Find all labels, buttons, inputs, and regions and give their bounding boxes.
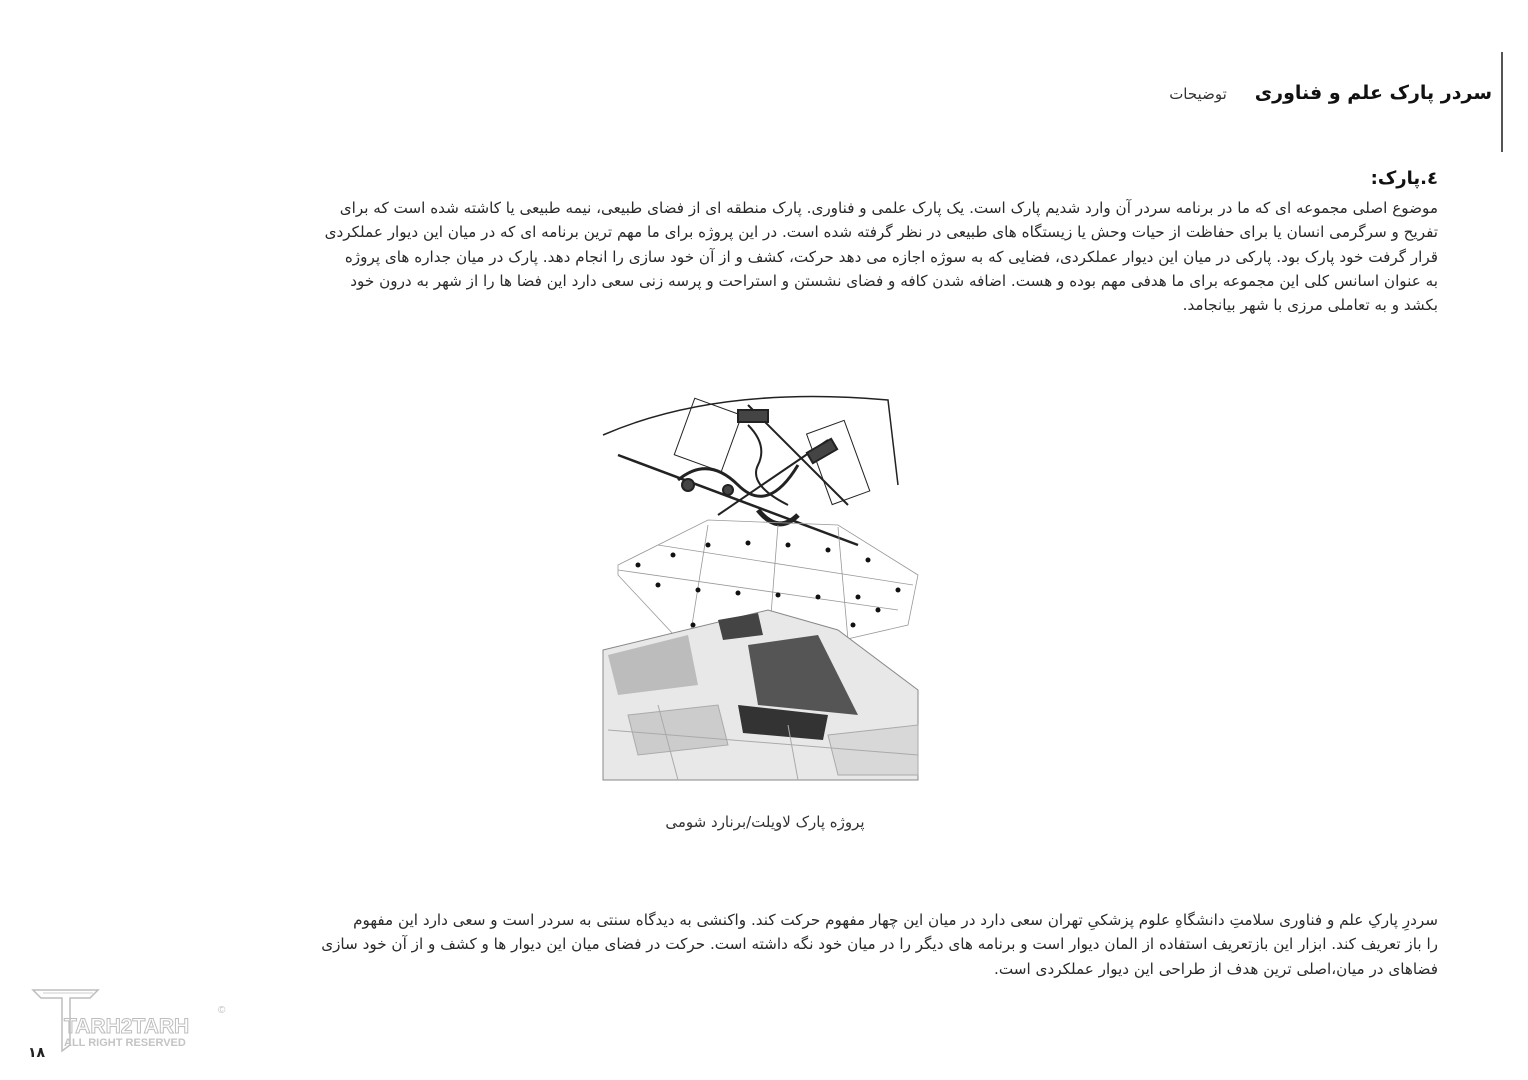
- paragraph-line: سردرِ پارکِ علم و فناوری سلامتِ دانشگاهِ علوم پزشکیِ تهران سعی دارد در میان این چهار مفهوم حرکت کند. واکنشی به دیدگاه سنتی به سردر است و سعی دارد این مفهوم: [353, 911, 1438, 929]
- page-edge-line: [1501, 52, 1503, 152]
- section-heading: ٤.پارک:: [1370, 168, 1438, 189]
- copyright-icon: ©: [218, 1005, 226, 1016]
- parc-de-la-villette-axonometric-figure: [598, 385, 928, 785]
- paragraph-line: فضاهای در میان،اصلی ترین هدف از طراحی این دیوار عملکردی است.: [994, 959, 1438, 978]
- page-header: [892, 82, 1492, 112]
- figure-top-layer: [603, 397, 898, 545]
- closing-paragraph: [88, 908, 1438, 981]
- logo-tagline-text: ALL RIGHT RESERVED: [64, 1037, 186, 1049]
- tarh2tarh-logo: [28, 985, 238, 1055]
- figure-site-layer: [603, 610, 918, 780]
- logo-brand-text: TARH2TARH: [64, 1015, 190, 1038]
- paragraph-line: را باز تعریف کند. ابزار این بازتعریف استفاده از المان دیوار است و برنامه های دیگر را در میان خود نگه داشته است. حرکت در فضای میان این دیوار ها و کشف و از آن خود سازی: [321, 935, 1438, 954]
- paragraph-line: قرار گرفت خود پارک بود. پارکی در میان این دیوار عملکردی، فضایی که به سوژه اجازه می دهد حرکت، کشف و از آن خود سازی را انجام دهد. پارک در میان جداره های پروژه: [344, 247, 1438, 266]
- page-subtitle: توضیحات: [1169, 85, 1227, 103]
- intro-paragraph: [88, 196, 1438, 317]
- paragraph-line: به عنوان اسانس کلی این مجموعه برای ما هدفی مهم بوده و هست. اضافه شدن کافه و فضای نشستن و استراحت و پرسه زنی سعی دارد این فضا ها را از شهر به درون خود: [350, 271, 1438, 290]
- page-number: ۱۸: [28, 1045, 46, 1061]
- page-title: سردر پارک علم و فناوری: [1254, 82, 1492, 104]
- paragraph-line: موضوع اصلی مجموعه ای که ما در برنامه سردر آن وارد شدیم پارک است. یک پارک علمی و فناوری. پارک منطقه ای از فضای طبیعی، نیمه طبیعی یا کاشته شده است که برای: [339, 199, 1438, 217]
- paragraph-line: بکشد و به تعاملی مرزی با شهر بیانجامد.: [1182, 296, 1438, 315]
- paragraph-line: تفریح و سرگرمی انسان یا برای حفاظت از حیات وحش یا زیستگاه های طبیعی در نظر گرفته شده است. در این پروژه برای ما مهم ترین برنامه ای که در میان این دیوار عملکردی: [324, 223, 1438, 242]
- figure-caption: پروژه پارک لاویلت/برنارد شومی: [665, 813, 865, 831]
